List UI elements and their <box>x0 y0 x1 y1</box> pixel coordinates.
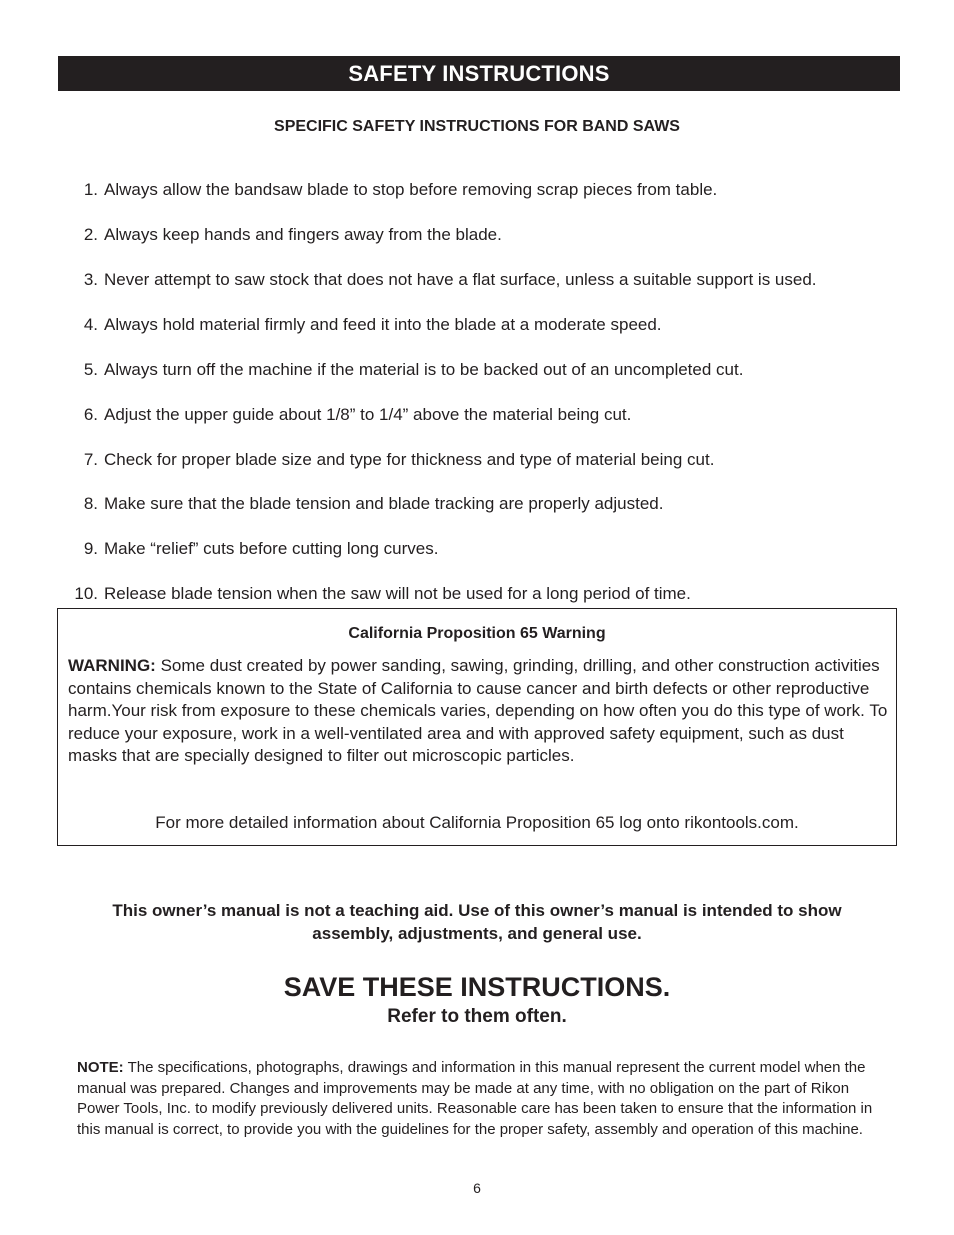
item-text: Always hold material firmly and feed it into the blade at a moderate speed. <box>104 315 662 334</box>
prop65-warning-box <box>57 608 897 846</box>
warning-more-info: For more detailed information about California Proposition 65 log onto rikontools.com. <box>155 813 799 832</box>
item-number: 5. <box>83 360 98 379</box>
item-text: Make sure that the blade tension and blade tracking are properly adjusted. <box>104 494 664 513</box>
item-number: 2. <box>83 225 98 244</box>
list-item <box>68 450 714 470</box>
warning-body <box>68 655 894 768</box>
item-number: 10. <box>74 584 98 603</box>
note-label: NOTE: <box>77 1059 124 1076</box>
section-title: SAFETY INSTRUCTIONS <box>348 60 610 86</box>
item-number: 6. <box>83 405 98 424</box>
list-item <box>68 584 691 604</box>
item-text: Always keep hands and fingers away from the blade. <box>104 225 502 244</box>
page-number: 6 <box>473 1180 481 1196</box>
item-number: 4. <box>83 315 98 334</box>
page-subtitle: SPECIFIC SAFETY INSTRUCTIONS FOR BAND SAWS <box>274 118 680 135</box>
list-item <box>68 315 662 335</box>
item-text: Always allow the bandsaw blade to stop before removing scrap pieces from table. <box>104 180 718 199</box>
note-paragraph <box>77 1058 887 1140</box>
warning-label: WARNING: <box>68 656 156 675</box>
warning-text: Some dust created by power sanding, sawing, grinding, drilling, and other construction activities contains chemicals known to the State of California to cause cancer and birth defects or other reproductive harm.Your risk from exposure to these chemicals varies, depending on how often you do this type of work. To reduce your exposure, work in a well-ventilated area and with approved safety equipment, such as dust masks that are specially designed to filter out microscopic particles. <box>68 656 888 766</box>
save-instructions-subtitle: Refer to them often. <box>387 1006 567 1027</box>
item-text: Check for proper blade size and type for thickness and type of material being cut. <box>104 450 715 469</box>
list-item <box>68 494 663 514</box>
item-number: 1. <box>83 180 98 199</box>
list-item <box>68 180 717 200</box>
item-text: Make “relief” cuts before cutting long curves. <box>104 539 439 558</box>
list-item <box>68 539 438 559</box>
list-item <box>68 270 817 290</box>
list-item <box>68 405 631 425</box>
teaching-notice: This owner’s manual is not a teaching aid. Use of this owner’s manual is intended to show assembly, adjustments, and general use. <box>112 901 842 943</box>
item-number: 8. <box>83 494 98 513</box>
item-number: 9. <box>83 539 98 558</box>
item-text: Never attempt to saw stock that does not have a flat surface, unless a suitable support is used. <box>104 270 817 289</box>
item-number: 3. <box>83 270 98 289</box>
save-instructions-title: SAVE THESE INSTRUCTIONS. <box>283 972 671 1002</box>
note-text: The specifications, photographs, drawings and information in this manual represent the current model when the manual was prepared. Changes and improvements may be made at any time, with no obligation on the part of Rikon Power Tools, Inc. to modify previously delivered units. Reasonable care has been taken to ensure that the information in this manual is correct, to provide you with the guidelines for the proper safety, assembly and operation of this machine. <box>77 1059 873 1138</box>
item-text: Release blade tension when the saw will not be used for a long period of time. <box>104 584 691 603</box>
item-number: 7. <box>83 450 98 469</box>
warning-title: California Proposition 65 Warning <box>348 625 606 642</box>
list-item <box>68 360 743 380</box>
item-text: Adjust the upper guide about 1/8” to 1/4” above the material being cut. <box>104 405 632 424</box>
section-header <box>58 56 900 91</box>
list-item <box>68 225 502 245</box>
item-text: Always turn off the machine if the material is to be backed out of an uncompleted cut. <box>104 360 744 379</box>
